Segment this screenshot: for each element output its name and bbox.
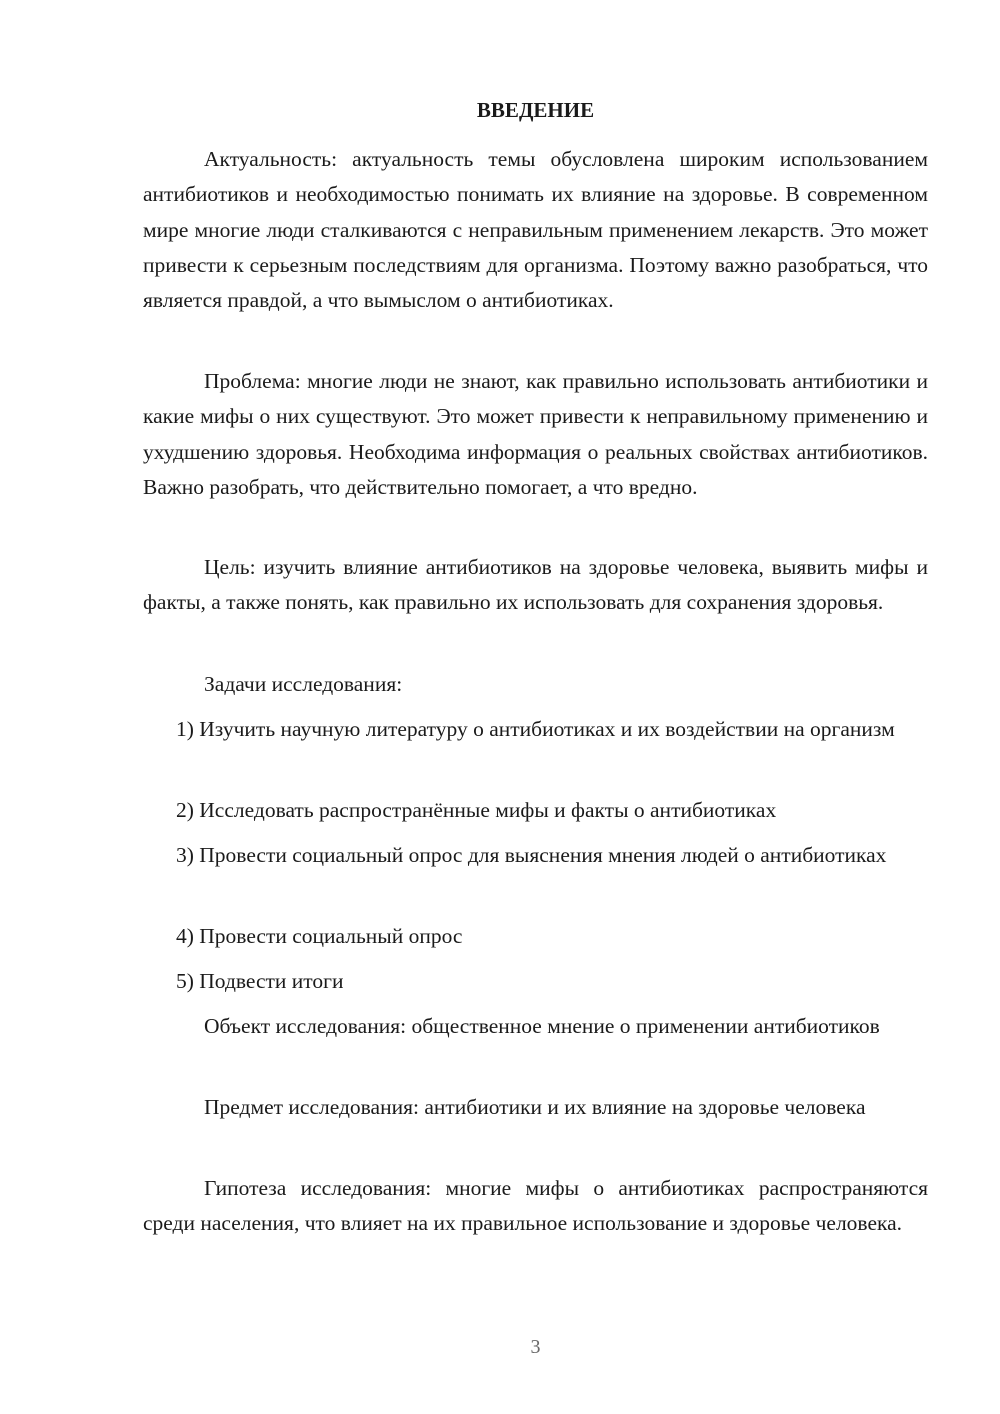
hypothesis-paragraph: Гипотеза исследования: многие мифы о антибиотиках распространяются среди населения, что влияет на их правильное использование и здоровье человека. bbox=[143, 1176, 928, 1236]
task-item-2: 2) Исследовать распространённые мифы и факты о антибиотиках bbox=[176, 798, 777, 822]
object-paragraph: Объект исследования: общественное мнение о применении антибиотиков bbox=[204, 1014, 880, 1038]
tasks-heading: Задачи исследования: bbox=[204, 672, 403, 696]
page-number: 3 bbox=[530, 1336, 541, 1358]
task-item-5: 5) Подвести итоги bbox=[176, 969, 344, 993]
subject-paragraph: Предмет исследования: антибиотики и их влияние на здоровье человека bbox=[204, 1095, 866, 1119]
task-item-3: 3) Провести социальный опрос для выяснения мнения людей о антибиотиках bbox=[176, 843, 887, 867]
goal-paragraph: Цель: изучить влияние антибиотиков на здоровье человека, выявить мифы и факты, а также понять, как правильно их использовать для сохранения здоровья. bbox=[143, 555, 928, 615]
task-item-4: 4) Провести социальный опрос bbox=[176, 924, 463, 948]
section-heading: ВВЕДЕНИЕ bbox=[476, 98, 595, 122]
problem-paragraph: Проблема: многие люди не знают, как правильно использовать антибиотики и какие мифы о них существуют. Это может привести к неправильному применению и ухудшению здоровья. Необходима информация о реальных свойствах антибиотиков. Важно разобрать, что действительно помогает, а что вредно. bbox=[143, 369, 928, 499]
task-item-1: 1) Изучить научную литературу о антибиотиках и их воздействии на организм bbox=[176, 717, 895, 741]
document-page bbox=[143, 0, 928, 1414]
relevance-paragraph: Актуальность: актуальность темы обусловлена широким использованием антибиотиков и необходимостью понимать их влияние на здоровье. В современном мире многие люди сталкиваются с неправильным применением лекарств. Это может привести к серьезным последствиям для организма. Поэтому важно разобраться, что является правдой, а что вымыслом о антибиотиках. bbox=[143, 147, 928, 313]
